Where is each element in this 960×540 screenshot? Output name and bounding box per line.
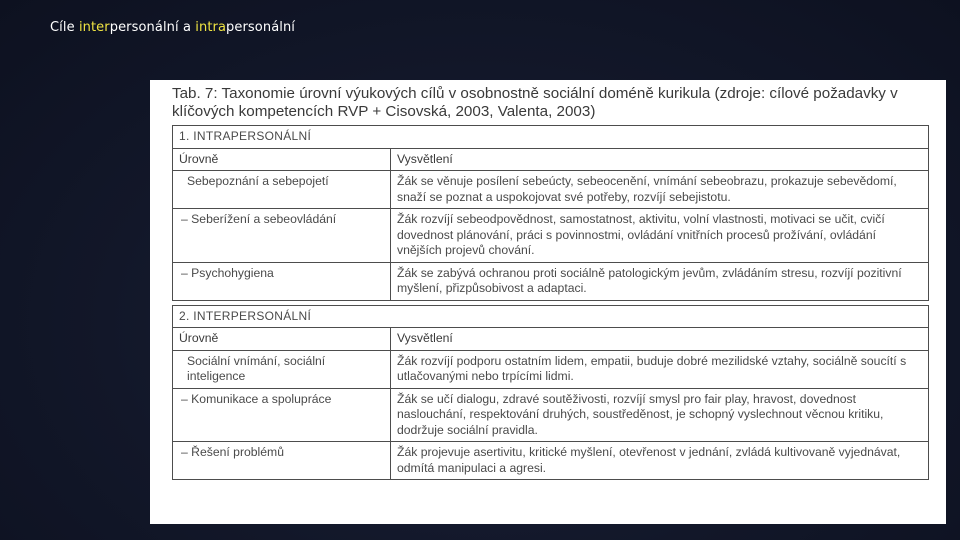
level-cell: Sociální vnímání, sociální inteligence [173,350,391,388]
section-title: 2. INTERPERSONÁLNÍ [173,305,929,328]
explanation-cell: Žák se věnuje posílení sebeúcty, sebeocenění, vnímání sebeobrazu, prokazuje sebevědomí, snaží se poznat a uspokojovat své potřeby, rozvíjí sebejistotu. [391,171,929,209]
table-row [173,171,929,209]
section-title-row [173,305,929,328]
level-cell: Sebepoznání a sebepojetí [173,171,391,209]
section-title-row [173,126,929,149]
level-cell: – Řešení problémů [173,442,391,480]
table-header-row [173,148,929,171]
column-header-explanation: Vysvětlení [391,328,929,351]
slide-title [50,20,295,35]
level-cell: – Seberížení a sebeovládání [173,209,391,263]
table-caption: Tab. 7: Taxonomie úrovní výukových cílů v osobnostně sociální doméně kurikula (zdroje: cílové požadavky v klíčových kompetencích RVP + Cisovská, 2003, Valenta, 2003) [172,85,898,120]
document-image [150,80,946,524]
interpersonal-table [172,305,929,481]
intrapersonal-table [172,125,929,301]
explanation-cell: Žák rozvíjí sebeodpovědnost, samostatnost, aktivitu, volní vlastnosti, motivaci se učit, cvičí dovednost plánování, práci s povinnostmi, ovládání vnitřních procesů prožívání, ovládání vnějších projevů chování. [391,209,929,263]
explanation-cell: Žák se zabývá ochranou proti sociálně patologickým jevům, zvládáním stresu, rozvíjí pozitivní myšlení, přizpůsobivost a adaptaci. [391,262,929,300]
table-row [173,262,929,300]
table-row [173,209,929,263]
table-row [173,388,929,442]
title-part-2: personální a [109,20,196,35]
table-row [173,442,929,480]
explanation-cell: Žák se učí dialogu, zdravé soutěživosti, rozvíjí smysl pro fair play, hravost, dovednost naslouchání, respektování druhých, soustředěnost, je schopný vyslechnout věcnou kritiku, dodržuje sociální pravidla. [391,388,929,442]
title-highlight-inter: inter [78,20,110,35]
section-title: 1. INTRAPERSONÁLNÍ [173,126,929,149]
level-cell: – Psychohygiena [173,262,391,300]
column-header-levels: Úrovně [173,148,391,171]
title-part-1: Cíle [50,20,79,35]
title-part-3: personální [226,20,296,35]
table-row [173,350,929,388]
column-header-explanation: Vysvětlení [391,148,929,171]
level-cell: – Komunikace a spolupráce [173,388,391,442]
explanation-cell: Žák projevuje asertivitu, kritické myšlení, otevřenost v jednání, zvládá kultivovaně vyjednávat, odmítá manipulaci a agresi. [391,442,929,480]
table-header-row [173,328,929,351]
explanation-cell: Žák rozvíjí podporu ostatním lidem, empatii, buduje dobré mezilidské vztahy, sociálně soucítí s utlačovanými nebo trpícími lidmi. [391,350,929,388]
title-highlight-intra: intra [195,20,227,35]
column-header-levels: Úrovně [173,328,391,351]
